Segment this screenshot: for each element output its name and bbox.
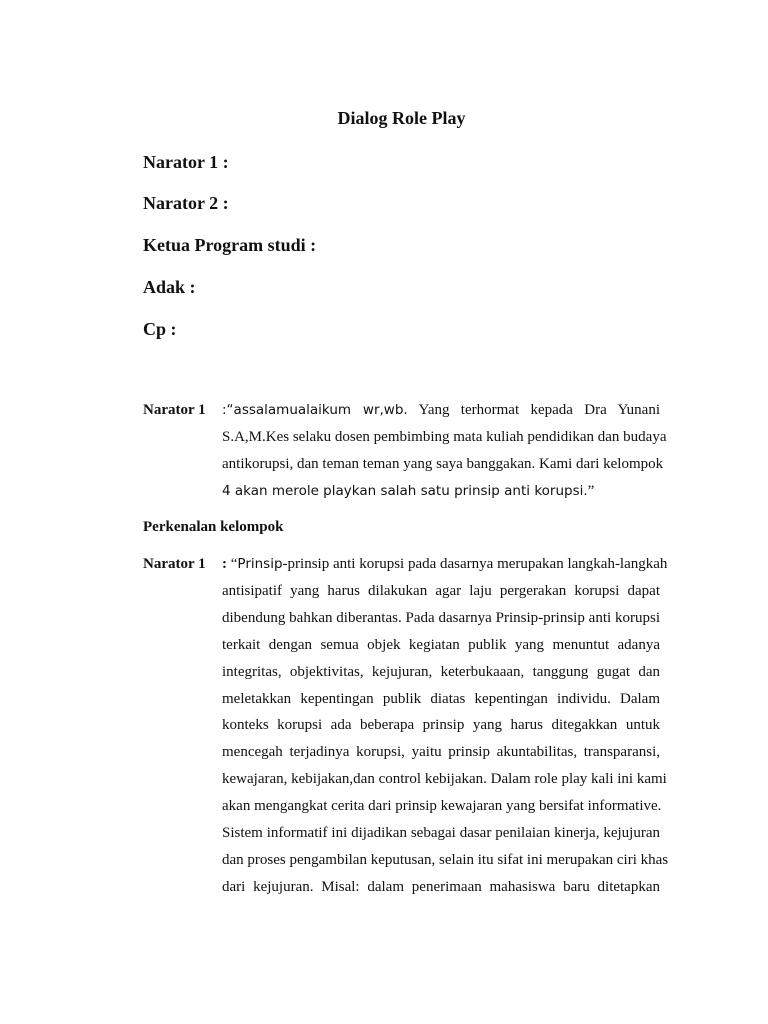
role-narator-1: Narator 1 :: [143, 152, 229, 172]
entry2-first-word: Prinsip: [237, 556, 283, 572]
entry2-line: akan mengangkat cerita dari prinsip kewajaran yang bersifat informative.: [222, 798, 662, 814]
entry1-line1-rest: Yang terhormat kepada Dra Yunani: [418, 402, 660, 418]
entry2-line1: [222, 556, 668, 573]
entry2-line: kewajaran, kebijakan,dan control kebijakan. Dalam role play kali ini kami: [222, 771, 667, 787]
entry2-line: mencegah terjadinya korupsi, yaitu prinsip akuntabilitas, transparansi,: [222, 744, 660, 760]
entry2-line: dibendung bahkan diberantas. Pada dasarnya Prinsip-prinsip anti korupsi: [222, 610, 660, 626]
entry2-line: terkait dengan semua objek kegiatan publik yang menuntut adanya: [222, 637, 660, 653]
entry1-line3: antikorupsi, dan teman teman yang saya banggakan. Kami dari kelompok: [222, 456, 664, 472]
role-ketua-program-studi: Ketua Program studi :: [143, 235, 317, 255]
entry2-speaker: Narator 1: [143, 556, 206, 572]
entry2-line: antisipatif yang harus dilakukan agar laju pergerakan korupsi dapat: [222, 583, 660, 599]
entry2-line: dan proses pengambilan keputusan, selain itu sifat ini merupakan ciri khas: [222, 852, 669, 868]
entry1-lead: :“assalamualaikum wr,wb.: [222, 402, 408, 418]
entry2-colon: :: [222, 556, 227, 572]
section-heading: Perkenalan kelompok: [143, 519, 284, 535]
entry2-line: dari kejujuran. Misal: dalam penerimaan mahasiswa baru ditetapkan: [222, 879, 660, 895]
entry2-open-quote: “: [230, 556, 238, 572]
entry1-line4: [222, 483, 660, 500]
entry1-close-quote: ”: [587, 483, 595, 499]
entry2-line: Sistem informatif ini dijadikan sebagai dasar penilaian kinerja, kejujuran: [222, 825, 660, 841]
role-adak: Adak :: [143, 277, 196, 297]
role-cp: Cp :: [143, 319, 177, 339]
entry1-speaker: Narator 1: [143, 402, 206, 418]
document-title: Dialog Role Play: [337, 108, 466, 128]
entry2-line1-rest: -prinsip anti korupsi pada dasarnya merupakan langkah-langkah: [282, 556, 668, 572]
entry2-line: integritas, objektivitas, kejujuran, keterbukaaan, tanggung gugat dan: [222, 664, 660, 680]
entry2-line: meletakkan kepentingan publik diatas kepentingan individu. Dalam: [222, 691, 660, 707]
entry1-line1: [222, 402, 660, 419]
entry1-line2: S.A,M.Kes selaku dosen pembimbing mata kuliah pendidikan dan budaya: [222, 429, 667, 445]
entry2-line: konteks korupsi ada beberapa prinsip yang harus ditegakkan untuk: [222, 717, 660, 733]
entry1-line4-text: 4 akan merole playkan salah satu prinsip anti korupsi.: [222, 483, 588, 499]
role-narator-2: Narator 2 :: [143, 193, 229, 213]
